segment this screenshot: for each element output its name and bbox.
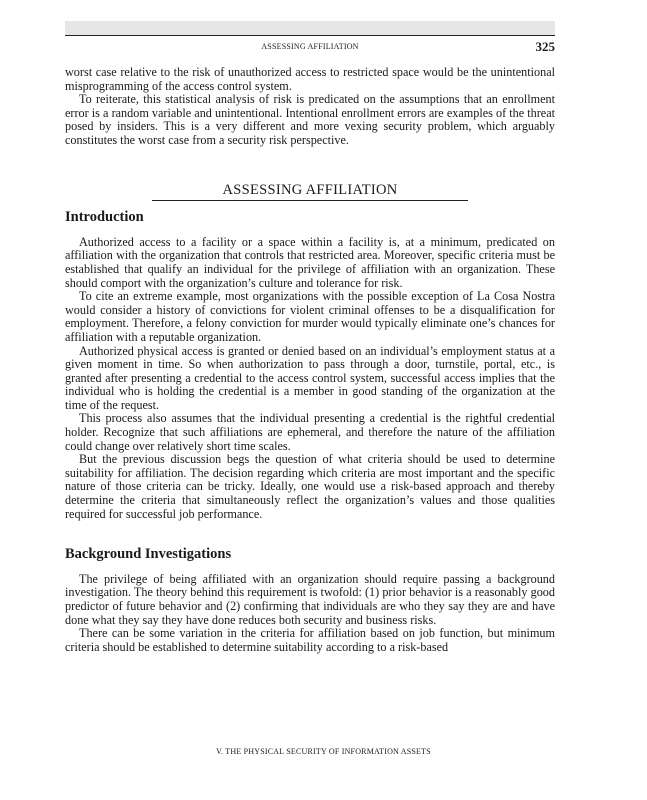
header-shade-bar — [65, 21, 555, 35]
section-title: ASSESSING AFFILIATION — [222, 181, 398, 198]
running-title: ASSESSING AFFILIATION — [261, 42, 359, 51]
page-footer: V. THE PHYSICAL SECURITY OF INFORMATION ASSETS — [216, 747, 431, 756]
paragraph: Authorized access to a facility or a space within a facility is, at a minimum, predicated on affiliation with the organization that controls that restricted area. Moreover, specific criteria must be established that qualify an individual for the privilege of affiliation with an organization. These should comport with the organization’s culture and tolerance for risk. — [65, 234, 555, 290]
subheading-background-investigations: Background Investigations — [65, 546, 232, 563]
paragraph: But the previous discussion begs the question of what criteria should be used to determine suitability for affiliation. The decision regarding which criteria are most important and the specific nature of those criteria can be tricky. Ideally, one would use a risk-based approach and thereby determine the criteria that simultaneously reflect the organization’s values and those qualities required for successful job performance. — [65, 452, 555, 521]
subheading-introduction: Introduction — [65, 209, 144, 226]
paragraph: To cite an extreme example, most organizations with the possible exception of La Cosa Nostra would consider a history of convictions for violent criminal offenses to be a disqualification for employment. Therefore, a felony conviction for murder would typically eliminate one’s chances for affiliation with a reputable organization. — [65, 289, 555, 344]
paragraph: To reiterate, this statistical analysis of risk is predicated on the assumptions that an enrollment error is a random variable and unintentional. Intentional enrollment errors are examples of the threat posed by insiders. This is a very different and more vexing security problem, which arguably constitutes the worst case from a security risk perspective. — [65, 92, 555, 147]
continued-paragraph: worst case relative to the risk of unauthorized access to restricted space would be the unintentional misprogramming of the access control system. — [65, 65, 555, 93]
paragraph: Authorized physical access is granted or denied based on an individual’s employment status at a given moment in time. So when authorization to pass through a door, turnstile, portal, etc., is granted after presenting a credential to the access control system, successful access implies that the individual who is holding the credential is a member in good standing of the organization at the time of the request. — [65, 343, 555, 412]
page-header — [65, 35, 555, 54]
page-number: 325 — [535, 39, 555, 54]
section-title-rule — [152, 200, 468, 201]
paragraph: This process also assumes that the individual presenting a credential is the rightful credential holder. Recognize that such affiliations are ephemeral, and therefore the nature of the affiliation could change over relatively short time scales. — [65, 411, 555, 453]
paragraph: There can be some variation in the criteria for affiliation based on job function, but minimum criteria should be established to determine suitability according to a risk-based — [65, 626, 555, 654]
page-body — [65, 66, 555, 654]
paragraph: The privilege of being affiliated with an organization should require passing a background investigation. The theory behind this requirement is twofold: (1) prior behavior is a reasonably good predictor of future behavior and (2) confirming that individuals are who they say they are and have done what they say they have done reduces both security and business risks. — [65, 571, 555, 627]
